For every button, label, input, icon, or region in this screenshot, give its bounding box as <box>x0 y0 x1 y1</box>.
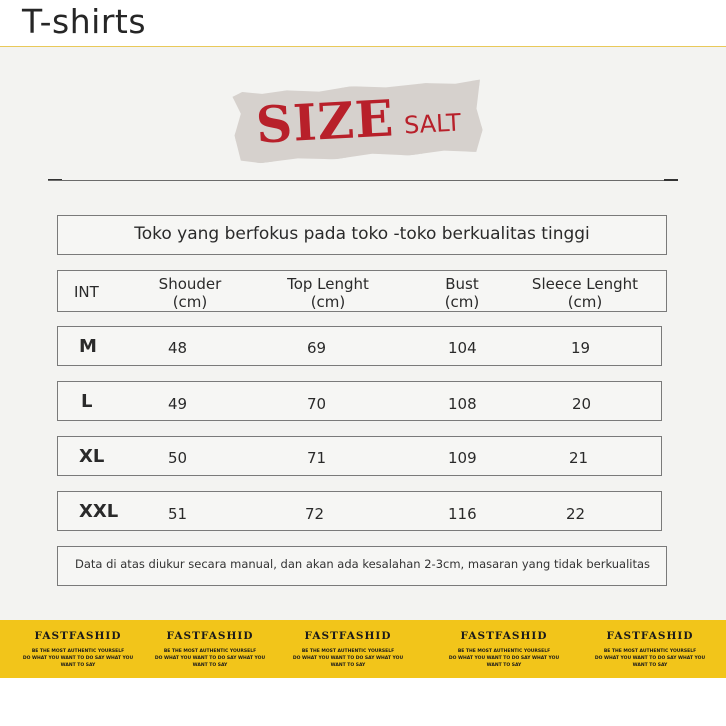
brand-tag <box>20 630 136 669</box>
brand-name: FASTFASHID <box>304 630 392 642</box>
row-shoulder: 51 <box>168 505 188 523</box>
brand-slogan: BE THE MOST AUTHENTIC YOURSELF <box>603 649 697 654</box>
table-header-row <box>57 270 667 312</box>
header-int <box>74 283 99 301</box>
intro-box <box>57 215 667 255</box>
row-shoulder: 50 <box>168 449 188 467</box>
brand-slogan: BE THE MOST AUTHENTIC YOURSELF <box>457 649 551 654</box>
table-row <box>57 381 662 421</box>
header-bust-unit: (cm) <box>444 293 480 311</box>
note-box <box>57 546 667 586</box>
row-shoulder: 49 <box>168 395 188 413</box>
intro-text: Toko yang berfokus pada toko -toko berkualitas tinggi <box>134 224 590 244</box>
row-size: XXL <box>79 501 119 522</box>
brand-band <box>0 620 726 678</box>
brand-slogan: BE THE MOST AUTHENTIC YOURSELF <box>163 649 257 654</box>
section-divider <box>48 180 678 181</box>
brand-tag <box>446 630 562 669</box>
row-sleeve-length: 19 <box>571 339 591 357</box>
header-shoulder-label: Shouder <box>158 275 222 293</box>
table-row <box>57 491 662 531</box>
row-bust: 104 <box>448 339 477 357</box>
table-row <box>57 326 662 366</box>
brand-name: FASTFASHID <box>34 630 122 642</box>
brand-tag <box>152 630 268 669</box>
table-row <box>57 436 662 476</box>
header-sleeve-length-label: Sleece Lenght <box>531 275 639 293</box>
brand-name: FASTFASHID <box>166 630 254 642</box>
header-shoulder <box>148 275 232 311</box>
row-bust: 108 <box>448 395 477 413</box>
row-bust: 116 <box>448 505 477 523</box>
page-title: T-shirts <box>22 2 147 41</box>
brand-slogan-sub: DO WHAT YOU WANT TO DO SAY WHAT YOU WANT TO SAY <box>448 656 560 668</box>
brand-slogan: BE THE MOST AUTHENTIC YOURSELF <box>31 649 125 654</box>
header-shoulder-unit: (cm) <box>172 293 208 311</box>
size-banner-subtitle: SALT <box>403 108 462 140</box>
header-top-length <box>273 275 383 311</box>
bottom-margin <box>0 678 726 726</box>
header-top-length-unit: (cm) <box>310 293 346 311</box>
header-bar <box>0 0 726 47</box>
row-size: L <box>81 391 93 412</box>
brand-tag <box>290 630 406 669</box>
header-sleeve-length-unit: (cm) <box>567 293 603 311</box>
row-size: XL <box>79 446 105 467</box>
brand-slogan-sub: DO WHAT YOU WANT TO DO SAY WHAT YOU WANT TO SAY <box>594 656 706 668</box>
row-top-length: 72 <box>305 505 325 523</box>
brand-name: FASTFASHID <box>460 630 548 642</box>
row-top-length: 70 <box>307 395 327 413</box>
row-top-length: 69 <box>307 339 327 357</box>
header-sleeve-length <box>525 275 645 311</box>
header-int-label: INT <box>74 283 99 301</box>
brand-slogan-sub: DO WHAT YOU WANT TO DO SAY WHAT YOU WANT TO SAY <box>154 656 266 668</box>
header-bust-label: Bust <box>445 275 479 293</box>
row-size: M <box>79 336 97 357</box>
row-sleeve-length: 20 <box>572 395 592 413</box>
row-top-length: 71 <box>307 449 327 467</box>
size-banner-title: SIZE <box>254 88 396 155</box>
header-top-length-label: Top Lenght <box>287 275 369 293</box>
brand-name: FASTFASHID <box>606 630 694 642</box>
brand-slogan-sub: DO WHAT YOU WANT TO DO SAY WHAT YOU WANT TO SAY <box>22 656 134 668</box>
brand-slogan-sub: DO WHAT YOU WANT TO DO SAY WHAT YOU WANT TO SAY <box>292 656 404 668</box>
row-sleeve-length: 21 <box>569 449 589 467</box>
header-bust <box>428 275 496 311</box>
row-bust: 109 <box>448 449 477 467</box>
row-shoulder: 48 <box>168 339 188 357</box>
row-sleeve-length: 22 <box>566 505 586 523</box>
divider-right-cap <box>664 179 678 181</box>
measurement-note: Data di atas diukur secara manual, dan akan ada kesalahan 2-3cm, masaran yang tidak berkualitas <box>75 557 651 571</box>
brand-tag <box>592 630 708 669</box>
brand-slogan: BE THE MOST AUTHENTIC YOURSELF <box>301 649 395 654</box>
